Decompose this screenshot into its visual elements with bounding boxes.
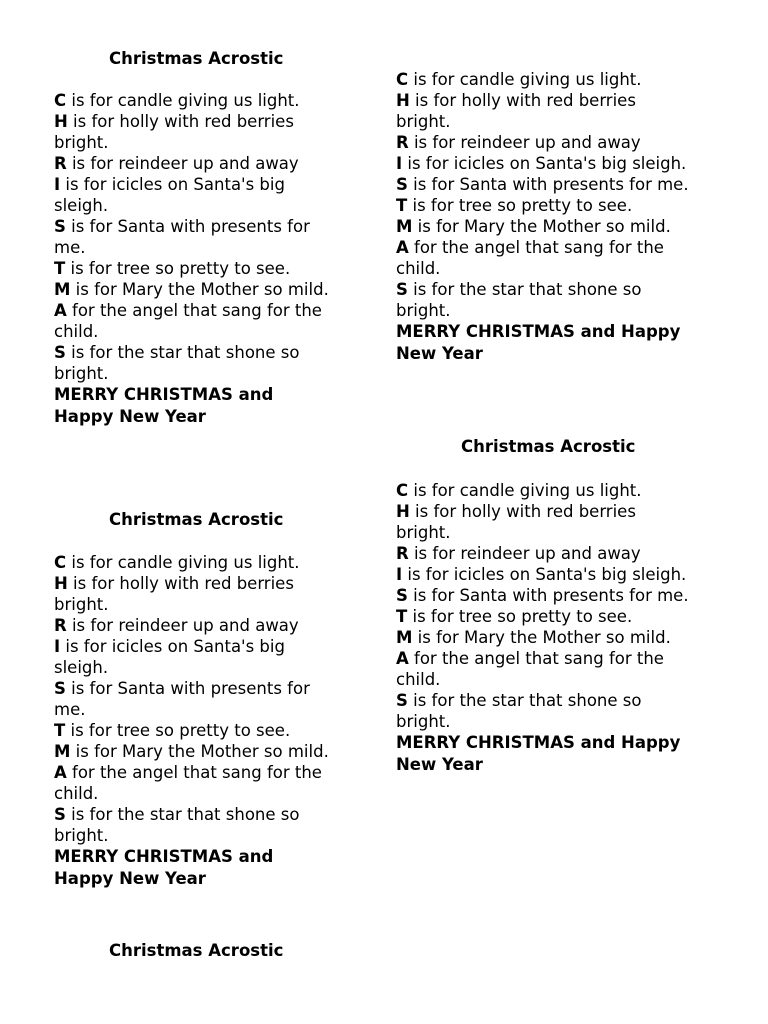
acrostic-poem bbox=[396, 69, 689, 364]
acrostic-letter: T bbox=[396, 607, 408, 626]
acrostic-letter: T bbox=[396, 196, 408, 215]
poem-line-text: is for candle giving us light. bbox=[408, 70, 642, 89]
closing-greeting: New Year bbox=[396, 754, 483, 774]
poem-line bbox=[396, 195, 689, 216]
acrostic-letter: I bbox=[54, 637, 61, 656]
poem-line bbox=[54, 90, 329, 111]
poem-line-text: bright. bbox=[396, 112, 451, 131]
poem-line bbox=[54, 342, 329, 363]
poem-line-text: bright. bbox=[54, 826, 109, 845]
acrostic-letter: S bbox=[54, 343, 66, 362]
poem-line bbox=[54, 195, 329, 216]
poem-line-text: child. bbox=[54, 322, 99, 341]
poem-line bbox=[54, 594, 329, 615]
acrostic-letter: R bbox=[396, 544, 409, 563]
acrostic-letter: H bbox=[396, 502, 410, 521]
acrostic-letter: H bbox=[54, 574, 68, 593]
acrostic-letter: S bbox=[396, 691, 408, 710]
poem-line-text: is for icicles on Santa's big bbox=[60, 175, 285, 194]
acrostic-letter: A bbox=[54, 301, 67, 320]
poem-line-text: is for Mary the Mother so mild. bbox=[70, 742, 329, 761]
poem-line-text: is for holly with red berries bbox=[409, 91, 636, 110]
acrostic-letter: S bbox=[396, 586, 408, 605]
acrostic-title: Christmas Acrostic bbox=[109, 49, 284, 68]
poem-line bbox=[396, 174, 689, 195]
poem-line-text: is for reindeer up and away bbox=[408, 544, 641, 563]
acrostic-letter: R bbox=[54, 616, 67, 635]
poem-line bbox=[54, 720, 329, 741]
poem-line bbox=[54, 216, 329, 237]
acrostic-letter: H bbox=[396, 91, 410, 110]
closing-greeting: Happy New Year bbox=[54, 406, 206, 426]
poem-line bbox=[396, 69, 689, 90]
acrostic-letter: S bbox=[396, 175, 408, 194]
acrostic-letter: C bbox=[54, 553, 67, 572]
acrostic-poem bbox=[54, 552, 329, 889]
poem-line-text: is for candle giving us light. bbox=[408, 481, 642, 500]
acrostic-letter: S bbox=[54, 679, 66, 698]
acrostic-letter: I bbox=[396, 154, 403, 173]
poem-line bbox=[54, 552, 329, 573]
poem-line-text: is for Mary the Mother so mild. bbox=[70, 280, 329, 299]
poem-line-text: is for reindeer up and away bbox=[66, 616, 299, 635]
poem-line-text: for the angel that sang for the bbox=[408, 649, 664, 668]
poem-line-text: is for Mary the Mother so mild. bbox=[412, 628, 671, 647]
poem-line-text: child. bbox=[396, 259, 441, 278]
poem-line-text: is for the star that shone so bbox=[65, 343, 300, 362]
poem-line bbox=[54, 363, 329, 384]
acrostic-letter: A bbox=[54, 763, 67, 782]
poem-line bbox=[396, 522, 689, 543]
poem-line bbox=[54, 762, 329, 783]
acrostic-letter: T bbox=[54, 259, 66, 278]
poem-line-text: me. bbox=[54, 238, 86, 257]
acrostic-letter: T bbox=[54, 721, 66, 740]
acrostic-letter: A bbox=[396, 649, 409, 668]
poem-line-text: is for Santa with presents for me. bbox=[407, 586, 689, 605]
poem-line bbox=[54, 657, 329, 678]
poem-line bbox=[54, 321, 329, 342]
poem-line-text: for the angel that sang for the bbox=[66, 301, 322, 320]
poem-line bbox=[396, 216, 689, 237]
poem-line bbox=[54, 804, 329, 825]
poem-line-text: is for candle giving us light. bbox=[66, 91, 300, 110]
poem-line-text: bright. bbox=[54, 595, 109, 614]
poem-line-text: is for Santa with presents for me. bbox=[407, 175, 689, 194]
poem-line bbox=[54, 132, 329, 153]
poem-line bbox=[396, 585, 689, 606]
poem-line-text: is for reindeer up and away bbox=[66, 154, 299, 173]
poem-line-text: is for reindeer up and away bbox=[408, 133, 641, 152]
poem-line bbox=[396, 690, 689, 711]
poem-line-text: bright. bbox=[54, 133, 109, 152]
poem-line-text: is for tree so pretty to see. bbox=[65, 259, 291, 278]
poem-line-text: is for Santa with presents for bbox=[65, 679, 310, 698]
poem-line bbox=[54, 825, 329, 846]
poem-line-text: is for tree so pretty to see. bbox=[65, 721, 291, 740]
poem-line bbox=[396, 564, 689, 585]
poem-line-text: for the angel that sang for the bbox=[66, 763, 322, 782]
poem-line-text: is for the star that shone so bbox=[407, 280, 642, 299]
poem-line bbox=[54, 699, 329, 720]
acrostic-letter: C bbox=[396, 481, 409, 500]
acrostic-title: Christmas Acrostic bbox=[109, 510, 284, 529]
closing-greeting: MERRY CHRISTMAS and Happy bbox=[396, 322, 681, 341]
poem-line-text: is for icicles on Santa's big sleigh. bbox=[402, 154, 687, 173]
closing-greeting: MERRY CHRISTMAS and bbox=[54, 847, 274, 866]
closing-greeting: New Year bbox=[396, 343, 483, 363]
poem-line-text: is for tree so pretty to see. bbox=[407, 607, 633, 626]
acrostic-letter: S bbox=[54, 805, 66, 824]
acrostic-poem bbox=[396, 480, 689, 775]
poem-line bbox=[54, 615, 329, 636]
poem-line bbox=[396, 90, 689, 111]
poem-line-text: sleigh. bbox=[54, 658, 109, 677]
poem-line bbox=[54, 174, 329, 195]
poem-line bbox=[54, 300, 329, 321]
poem-line bbox=[396, 648, 689, 669]
acrostic-letter: R bbox=[54, 154, 67, 173]
poem-line-text: sleigh. bbox=[54, 196, 109, 215]
poem-line bbox=[396, 711, 689, 732]
poem-line-text: me. bbox=[54, 700, 86, 719]
acrostic-letter: M bbox=[396, 217, 413, 236]
poem-line bbox=[396, 606, 689, 627]
poem-line-text: is for holly with red berries bbox=[67, 574, 294, 593]
poem-line-text: is for the star that shone so bbox=[407, 691, 642, 710]
acrostic-letter: M bbox=[54, 280, 71, 299]
poem-line bbox=[54, 237, 329, 258]
poem-line bbox=[396, 258, 689, 279]
poem-line-text: is for candle giving us light. bbox=[66, 553, 300, 572]
poem-line bbox=[396, 300, 689, 321]
poem-line-text: is for Mary the Mother so mild. bbox=[412, 217, 671, 236]
acrostic-letter: I bbox=[396, 565, 403, 584]
acrostic-letter: C bbox=[54, 91, 67, 110]
poem-line bbox=[396, 111, 689, 132]
poem-line bbox=[396, 480, 689, 501]
poem-line bbox=[396, 669, 689, 690]
acrostic-letter: A bbox=[396, 238, 409, 257]
poem-line-text: bright. bbox=[396, 523, 451, 542]
poem-line-text: is for the star that shone so bbox=[65, 805, 300, 824]
acrostic-title: Christmas Acrostic bbox=[109, 941, 284, 960]
poem-line bbox=[396, 237, 689, 258]
closing-greeting: MERRY CHRISTMAS and bbox=[54, 385, 274, 404]
poem-line bbox=[54, 573, 329, 594]
poem-line bbox=[54, 636, 329, 657]
poem-line-text: child. bbox=[54, 784, 99, 803]
poem-line-text: is for holly with red berries bbox=[67, 112, 294, 131]
closing-greeting: MERRY CHRISTMAS and Happy bbox=[396, 733, 681, 752]
acrostic-letter: I bbox=[54, 175, 61, 194]
poem-line-text: bright. bbox=[396, 301, 451, 320]
acrostic-title: Christmas Acrostic bbox=[461, 437, 636, 456]
poem-line bbox=[396, 132, 689, 153]
poem-line bbox=[396, 627, 689, 648]
poem-line-text: is for holly with red berries bbox=[409, 502, 636, 521]
poem-line bbox=[396, 153, 689, 174]
poem-line-text: bright. bbox=[54, 364, 109, 383]
poem-line-text: is for icicles on Santa's big bbox=[60, 637, 285, 656]
closing-greeting: Happy New Year bbox=[54, 868, 206, 888]
acrostic-poem bbox=[54, 90, 329, 427]
poem-line bbox=[54, 783, 329, 804]
poem-line bbox=[54, 279, 329, 300]
poem-line bbox=[54, 153, 329, 174]
poem-line-text: is for icicles on Santa's big sleigh. bbox=[402, 565, 687, 584]
poem-line bbox=[396, 543, 689, 564]
poem-line bbox=[396, 279, 689, 300]
acrostic-letter: S bbox=[396, 280, 408, 299]
acrostic-letter: C bbox=[396, 70, 409, 89]
poem-line-text: bright. bbox=[396, 712, 451, 731]
poem-line bbox=[54, 678, 329, 699]
acrostic-letter: S bbox=[54, 217, 66, 236]
poem-line-text: is for Santa with presents for bbox=[65, 217, 310, 236]
poem-line-text: child. bbox=[396, 670, 441, 689]
poem-line-text: for the angel that sang for the bbox=[408, 238, 664, 257]
poem-line-text: is for tree so pretty to see. bbox=[407, 196, 633, 215]
acrostic-letter: M bbox=[54, 742, 71, 761]
poem-line bbox=[54, 258, 329, 279]
acrostic-letter: R bbox=[396, 133, 409, 152]
poem-line bbox=[396, 501, 689, 522]
acrostic-letter: M bbox=[396, 628, 413, 647]
poem-line bbox=[54, 111, 329, 132]
acrostic-letter: H bbox=[54, 112, 68, 131]
poem-line bbox=[54, 741, 329, 762]
